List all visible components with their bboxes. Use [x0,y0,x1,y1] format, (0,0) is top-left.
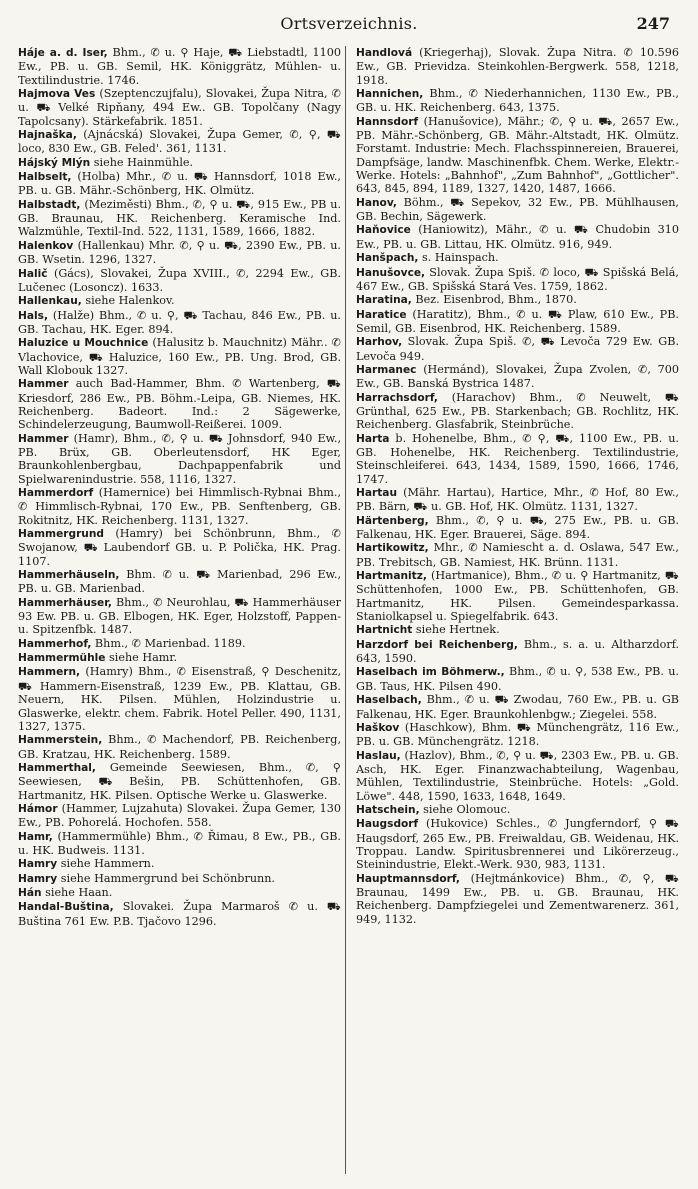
index-entry [356,335,679,363]
index-entry [356,87,679,115]
entry-text: Bhm., ✆ Marienbad. 1189. [91,636,246,650]
entry-text: Slovak. Župa Spiš. ✆ loco, ⛟ Spišská Belá, 467 Ew., GB. Spišská Stará Ves. 1759, 1862. [356,265,679,293]
index-entry [18,198,341,239]
entry-headword: Handal-Buština, [18,901,114,914]
entry-text: (Haschkow), Bhm. ⛟ Münchengrätz, 116 Ew., PB. u. GB. Münchengrätz. 1218. [356,720,679,749]
index-entry [356,749,679,803]
entry-headword: Halič [18,267,48,280]
entry-headword: Haškov [356,721,400,734]
index-entry [356,432,679,486]
index-entry [18,170,341,198]
entry-text: (Haratitz), Bhm., ✆ u. ⛟ Plaw, 610 Ew., PB. Semil, GB. Eisenbrod, HK. Reichenberg. 1589. [356,307,679,335]
index-entry [18,761,341,802]
entry-headword: Hamry [18,858,58,871]
index-entry [18,156,341,170]
index-entry [18,872,341,886]
entry-headword: Hammerhäuser, [18,596,112,609]
entry-text: (Meziměsti) Bhm., ✆, ⚲ u. ⛟, 915 Ew., PB u. GB. Braunau, HK. Reichenberg. Keramische Ind. Walzmühle, Textil-Ind. 522, 1131, 1589, 1666, 1882. [18,197,341,239]
index-entry [18,294,341,308]
entry-headword: Haselbach, [356,694,422,707]
entry-text: (Gács), Slovakei, Župa XVIII., ✆, 2294 Ew., GB. Lučenec (Losoncz). 1633. [18,266,341,294]
entry-headword: Hammerstein, [18,734,103,747]
entry-headword: Hamr, [18,830,53,843]
entry-text: (Hartmanice), Bhm., ✆ u. ⚲ Hartmanitz, ⛟ Schüttenhofen, 1000 Ew., PB. Schüttenhofen, GB. Hartmanitz, HK. Pilsen. Gemeindesparkassa. Staniolkapsel u. Spiegelfabrik. 643. [356,569,679,624]
index-entry [18,568,341,596]
index-entry [356,266,679,294]
index-entry [356,638,679,666]
entry-text: Bhm. ✆ u. ⛟ Marienbad, 296 Ew., PB. u. GB. Marienbad. [18,568,341,596]
entry-headword: Hartmanitz, [356,570,427,583]
index-entry [356,308,679,336]
entry-text: Gemeinde Seewiesen, Bhm., ✆, ⚲ Seewiesen, ⛟ Bešin, PB. Schüttenhofen, GB. Hartmanitz, HK. Pilsen. Optische Werke u. Glaswerke. [18,760,341,802]
entry-text: (Hazlov), Bhm., ✆, ⚲ u. ⛟, 2303 Ew., PB. u. GB. Asch, HK. Eger. Finanzwachabteilung, Wagenbau, Mühlen, Textilindustrie, Steinbrüche. Hotels: „Gold. Löwe". 448, 1590, 1633, 1648, 1649. [356,748,679,803]
column-divider [345,46,346,1174]
index-entry [356,46,679,87]
index-entry [356,514,679,542]
entry-headword: Hammerdorf [18,487,94,499]
index-entry [356,665,679,693]
entry-text: Bhm., ✆ u. ⚲ Haje, ⛟ Liebstadtl, 1100 Ew., PB. u. GB. Semil, HK. Königgrätz, Mühlen- u. Textilindustrie. 1746. [18,46,341,87]
entry-text: siehe Hamr. [105,651,178,665]
entry-headword: Halenkov [18,239,74,252]
entry-headword: Hartikowitz, [356,542,429,555]
entry-headword: Hámor [18,802,58,815]
entry-headword: Haselbach im Böhmerw., [356,666,505,679]
entry-headword: Harmanec [356,363,417,376]
entry-headword: Hajnaška, [18,129,77,142]
entry-headword: Haratina, [356,294,412,307]
entry-headword: Hartnicht [356,624,413,637]
index-entry [18,886,341,900]
entry-text: auch Bad-Hammer, Bhm. ✆ Wartenberg, ⛟ Kriesdorf, 286 Ew., PB. Böhm.-Leipa, GB. Niemes, HK. Reichenberg. Badeort. Ind.: 2 Sägewerke, Schindelerzeugung, Baumwoll-Reißerei. 1009. [18,377,341,432]
entry-text: Bhm., ✆, ⚲ u. ⛟, 275 Ew., PB. u. GB. Falkenau, HK. Eger. Brauerei, Säge. 894. [356,513,679,542]
entry-text: siehe Halenkov. [81,294,175,308]
entry-text: Slovakei. Župa Marmaroš ✆ u. ⛟ Buština 761 Ew. P.B. Tjačovo 1296. [18,900,341,928]
entry-headword: Hammerthal, [18,761,96,774]
entry-text: (Hammer, Lujzahuta) Slovakei. Župa Gemer, 130 Ew., PB. Pohorelá. Hochofen. 558. [18,801,341,830]
entry-headword: Haratice [356,308,407,321]
index-entry [356,817,679,871]
entry-headword: Haslau, [356,749,401,762]
entry-text: Bhm., ✆ Machendorf, PB. Reichenberg, GB. Kratzau, HK. Reichenberg. 1589. [18,733,341,761]
entry-headword: Háje a. d. Iser, [18,47,108,59]
entry-headword: Hals, [18,309,48,322]
index-entry [356,293,679,307]
index-entry [18,637,341,651]
entry-text: siehe Hertnek. [412,623,500,637]
entry-headword: Hammer [18,432,69,445]
entry-text: Bhm., ✆ Neurohlau, ⛟ Hammerhäuser 93 Ew. PB. u. GB. Elbogen, HK. Eger, Holzstoff, Pappen- u. Spitzenfbk. 1487. [18,595,341,637]
index-entry [18,486,341,527]
entry-headword: Hanov, [356,196,397,209]
entry-headword: Hammern, [18,666,81,679]
index-entry [18,377,341,431]
index-entry [18,336,341,377]
entry-headword: Hamry [18,872,58,885]
entry-headword: Haňovice [356,224,411,237]
entry-text: Bhm., s. a. u. Altharzdorf. 643, 1590. [356,637,679,666]
entry-headword: Hallenkau, [18,295,82,308]
entry-text: Bhm., ✆ Niederhannichen, 1130 Ew., PB., GB. u. HK. Reichenberg. 643, 1375. [356,87,679,115]
entry-headword: Halbselt, [18,171,72,184]
page-title: Ortsverzeichnis. [280,14,418,33]
entry-headword: Harta [356,432,390,445]
index-entry [18,651,341,665]
index-entry [356,872,679,926]
entry-text: Böhm., ⛟ Sepekov, 32 Ew., PB. Mühlhausen, GB. Bechin, Sägewerk. [356,195,679,224]
page-number: 247 [636,14,670,33]
index-entry [356,721,679,749]
index-entry [356,196,679,224]
entry-text: siehe Haan. [41,885,113,899]
entry-headword: Hammer [18,378,69,391]
entry-headword: Hammergrund [18,528,104,541]
entry-headword: Hammermühle [18,652,106,665]
entry-headword: Handlová [356,47,413,59]
entry-text: (Hanušovice), Mähr.; ✆, ⚲ u. ⛟, 2657 Ew., PB. Mähr.-Schönberg, GB. Mähr.-Altstadt, HK. Olmütz. Forstamt. Industrie: Mech. Flachsspinnereien, Brauerei, Dampfsäge, landw. Maschinenfbk. Chem. Werke, Elektr.-Werke. Hotels: „Bahnhof", „Zum Bahnhof", „Gottlicher". 643, 845, 894, 1189, 1327, 1420, 1487, 1666. [356,114,679,196]
index-entry [18,309,341,337]
entry-text: s. Hainspach. [418,251,499,265]
index-entry [18,596,341,637]
entry-text: Bez. Eisenbrod, Bhm., 1870. [411,293,577,307]
index-entry [356,486,679,514]
entry-text: (Hejtmánkovice) Bhm., ✆, ⚲, ⛟ Braunau, 1499 Ew., PB. u. GB. Braunau, HK. Reichenberg. Dampfziegelei und Zementwarenerz. 361, 949, 1132. [356,871,679,926]
entry-text: (Hamr), Bhm., ✆, ⚲ u. ⛟ Johnsdorf, 940 Ew., PB. Brüx, GB. Oberleutensdorf, HK Eger, Braunkohlenbergbau, Dachpappenfabrik und Spielwarenindustrie. 558, 1116, 1327. [18,431,341,486]
entry-text: Bhm., ✆ u. ⚲, 538 Ew., PB. u. GB. Taus, HK. Pilsen 490. [356,665,679,693]
index-entry [356,391,679,432]
entry-text: (Hermánd), Slovakei, Župa Zvolen, ✆, 700 Ew., GB. Banská Bystrica 1487. [356,362,679,391]
index-entry [18,802,341,830]
index-entry [356,251,679,265]
index-entry [356,693,679,721]
index-entry [18,128,341,156]
entry-text: (Ajnácská) Slovakei, Župa Gemer, ✆, ⚲, ⛟ loco, 830 Ew., GB. Feled'. 361, 1131. [18,128,341,156]
left-column [18,46,341,1181]
entry-headword: Haugsdorf [356,818,419,831]
entry-text: (Hukovice) Schles., ✆ Jungferndorf, ⚲ ⛟ Haugsdorf, 265 Ew., PB. Freiwaldau, GB. Weidenau, HK. Troppau. Landw. Spiritusbrennerei und Likörerzeug., Steinindustrie, Elekt.-Werk. 930, 983, 1131. [356,817,679,872]
entry-text: (Halusitz b. Mauchnitz) Mähr.. ✆ Vlachovice, ⛟ Haluzice, 160 Ew., PB. Ung. Brod, GB. Wall Klobouk 1327. [18,336,341,377]
entry-text: (Haniowitz), Mähr., ✆ u. ⛟ Chudobin 310 Ew., PB. u. GB. Littau, HK. Olmütz. 916, 949. [356,223,679,251]
entry-text: Mhr., ✆ Namiescht a. d. Oslawa, 547 Ew., PB. Trebitsch, GB. Namiest, HK. Brünn. 1131. [356,541,679,569]
entry-headword: Hajmova Ves [18,88,96,101]
index-entry [356,363,679,391]
index-entry [18,857,341,871]
right-column [356,46,679,1181]
entry-headword: Hannichen, [356,88,424,101]
index-entry [356,569,679,623]
entry-text: siehe Hammergrund bei Schönbrunn. [57,871,275,885]
entry-text: (Hamernice) bei Himmlisch-Rybnai Bhm., ✆ Himmlisch-Rybnai, 170 Ew., PB. Senftenberg, GB. Rokitnitz, HK. Reichenberg. 1131, 1327. [18,486,341,527]
index-entry [18,267,341,295]
entry-text: (Hallenkau) Mhr. ✆, ⚲ u. ⛟, 2390 Ew., PB. u. GB. Wsetin. 1296, 1327. [18,238,341,267]
index-entry [356,541,679,569]
index-entry [18,432,341,486]
entry-text: (Holba) Mhr., ✆ u. ⛟ Hannsdorf, 1018 Ew., PB. u. GB. Mähr.-Schönberg, HK. Olmütz. [18,170,341,198]
entry-text: (Kriegerhaj), Slovak. Župa Nitra. ✆ 10.596 Ew., GB. Prievidza. Steinkohlen-Bergwerk. 558, 1218, 1918. [356,46,679,87]
index-entry [356,115,679,196]
index-entry [356,623,679,637]
entry-headword: Hanšpach, [356,252,419,265]
entry-headword: Harzdorf bei Reichenberg, [356,638,518,651]
entry-text: siehe Olomouc. [419,802,511,816]
entry-headword: Hájský Mlýn [18,156,91,169]
page-header [0,10,698,40]
entry-text: Bhm., ✆ u. ⛟ Zwodau, 760 Ew., PB. u. GB Falkenau, HK. Eger. Braunkohlenbgw.; Ziegelei. 558. [356,693,679,721]
index-entry [356,803,679,817]
entry-headword: Hanušovce, [356,266,426,279]
entry-headword: Hatschein, [356,803,420,816]
index-entry [18,87,341,128]
entry-headword: Hauptmannsdorf, [356,872,460,885]
index-entry [18,46,341,87]
entry-text: (Szeptenczujfalu), Slovakei, Župa Nitra, ✆ u. ⛟ Velké Ripňany, 494 Ew.. GB. Topolčany (Nagy Tapolcsany). Stärkefabrik. 1851. [18,87,341,128]
index-entry [18,900,341,928]
entry-text: (Harachov) Bhm., ✆ Neuwelt, ⛟ Grünthal, 625 Ew., PB. Starkenbach; GB. Rochlitz, HK. Reichenberg. Glasfabrik, Steinbrüche. [356,390,679,432]
entry-headword: Härtenberg, [356,514,429,527]
index-entry [18,527,341,568]
entry-headword: Harrachsdorf, [356,391,438,404]
index-entry [18,733,341,761]
entry-headword: Hán [18,886,42,899]
index-entry [356,223,679,251]
entry-headword: Harhov, [356,336,403,349]
entry-text: siehe Hammern. [57,857,155,871]
entry-headword: Halbstadt, [18,198,81,211]
entry-text: Slovak. Župa Spiš. ✆, ⛟ Levoča 729 Ew. GB. Levoča 949. [356,335,679,363]
entry-text: siehe Hainmühle. [90,155,194,169]
entry-headword: Haluzice u Mouchnice [18,337,149,350]
entry-text: b. Hohenelbe, Bhm., ✆ ⚲, ⛟, 1100 Ew., PB. u. GB. Hohenelbe, HK. Reichenberg. Textilindustrie, Steinschleiferei. 643, 1434, 1589, 1590, 1666, 1746, 1747. [356,431,679,486]
entry-text: (Hamry) Bhm., ✆ Eisenstraß, ⚲ Deschenitz, ⛟ Hammern-Eisenstraß, 1239 Ew., PB. Klattau, GB. Neuern, HK. Pilsen. Mühlen, Holzindustrie u. Glaswerke, elektr. chem. Fabrik. Hotel Peller. 490, 1131, 1327, 1375. [18,665,341,733]
entry-headword: Hammerhäuseln, [18,569,120,582]
entry-text: (Hamry) bei Schönbrunn, Bhm., ✆ Swojanow, ⛟ Laubendorf GB. u. P. Polička, HK. Prag. 1107. [18,527,341,568]
index-entry [18,830,341,858]
entry-text: (Hammermühle) Bhm., ✆ Řimau, 8 Ew., PB., GB. u. HK. Budweis. 1131. [18,829,341,857]
index-entry [18,665,341,733]
entry-text: (Halže) Bhm., ✆ u. ⚲, ⛟ Tachau, 846 Ew., PB. u. GB. Tachau, HK. Eger. 894. [18,308,341,336]
entry-headword: Hartau [356,487,397,499]
index-entry [18,239,341,267]
entry-headword: Hammerhof, [18,637,92,650]
entry-headword: Hannsdorf [356,115,419,128]
entry-text: (Mähr. Hartau), Hartice, Mhr., ✆ Hof, 80 Ew., PB. Bärn, ⛟ u. GB. Hof, HK. Olmütz. 1131, 1327. [356,486,679,514]
